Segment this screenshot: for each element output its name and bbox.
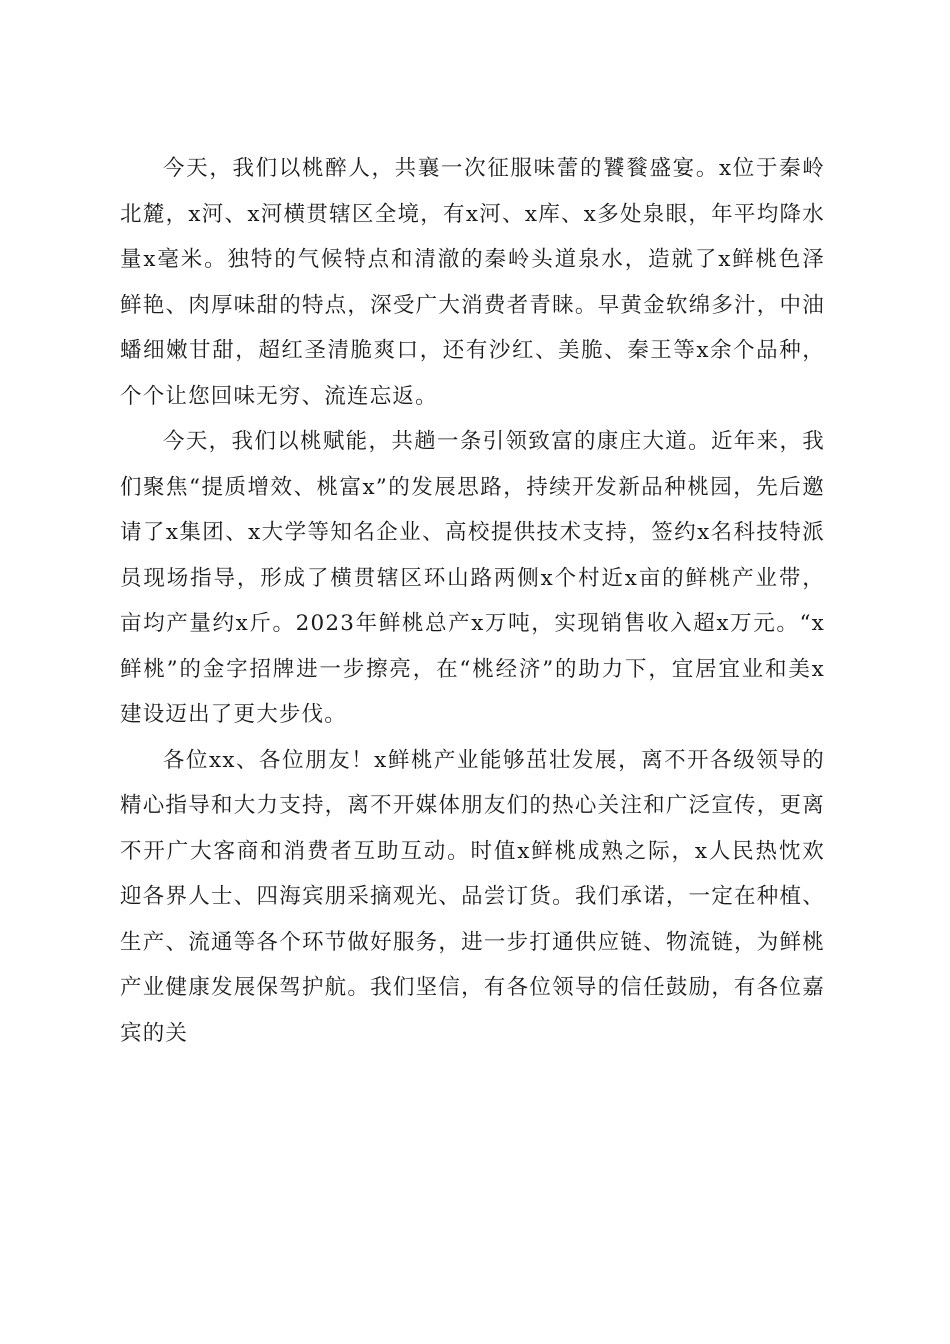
document-body — [120, 146, 825, 1056]
paragraph-3: 各位xx、各位朋友！x鲜桃产业能够茁壮发展，离不开各级领导的精心指导和大力支持，离不开媒体朋友们的热心关注和广泛宣传，更离不开广大客商和消费者互助互动。时值x鲜桃成熟之际，x人民热忱欢迎各界人士、四海宾朋采摘观光、品尝订货。我们承诺，一定在种植、生产、流通等各个环节做好服务，进一步打通供应链、物流链，为鲜桃产业健康发展保驾护航。我们坚信，有各位领导的信任鼓励，有各位嘉宾的关 — [120, 747, 825, 1046]
paragraph-2: 今天，我们以桃赋能，共趟一条引领致富的康庄大道。近年来，我们聚焦“提质增效、桃富x”的发展思路，持续开发新品种桃园，先后邀请了x集团、x大学等知名企业、高校提供技术支持，签约x名科技特派员现场指导，形成了横贯辖区环山路两侧x个村近x亩的鲜桃产业带，亩均产量约x斤。2023年鲜桃总产x万吨，实现销售收入超x万元。“x鲜桃”的金字招牌进一步擦亮，在“桃经济”的助力下，宜居宜业和美x建设迈出了更大步伐。 — [120, 429, 825, 727]
paragraph-1: 今天，我们以桃醉人，共襄一次征服味蕾的饕餮盛宴。x位于秦岭北麓，x河、x河横贯辖区全境，有x河、x库、x多处泉眼，年平均降水量x毫米。独特的气候特点和清澈的秦岭头道泉水，造就了x鲜桃色泽鲜艳、肉厚味甜的特点，深受广大消费者青睐。早黄金软绵多汁，中油蟠细嫩甘甜，超红圣清脆爽口，还有沙红、美脆、秦王等x余个品种，个个让您回味无穷、流连忘返。 — [120, 156, 825, 409]
